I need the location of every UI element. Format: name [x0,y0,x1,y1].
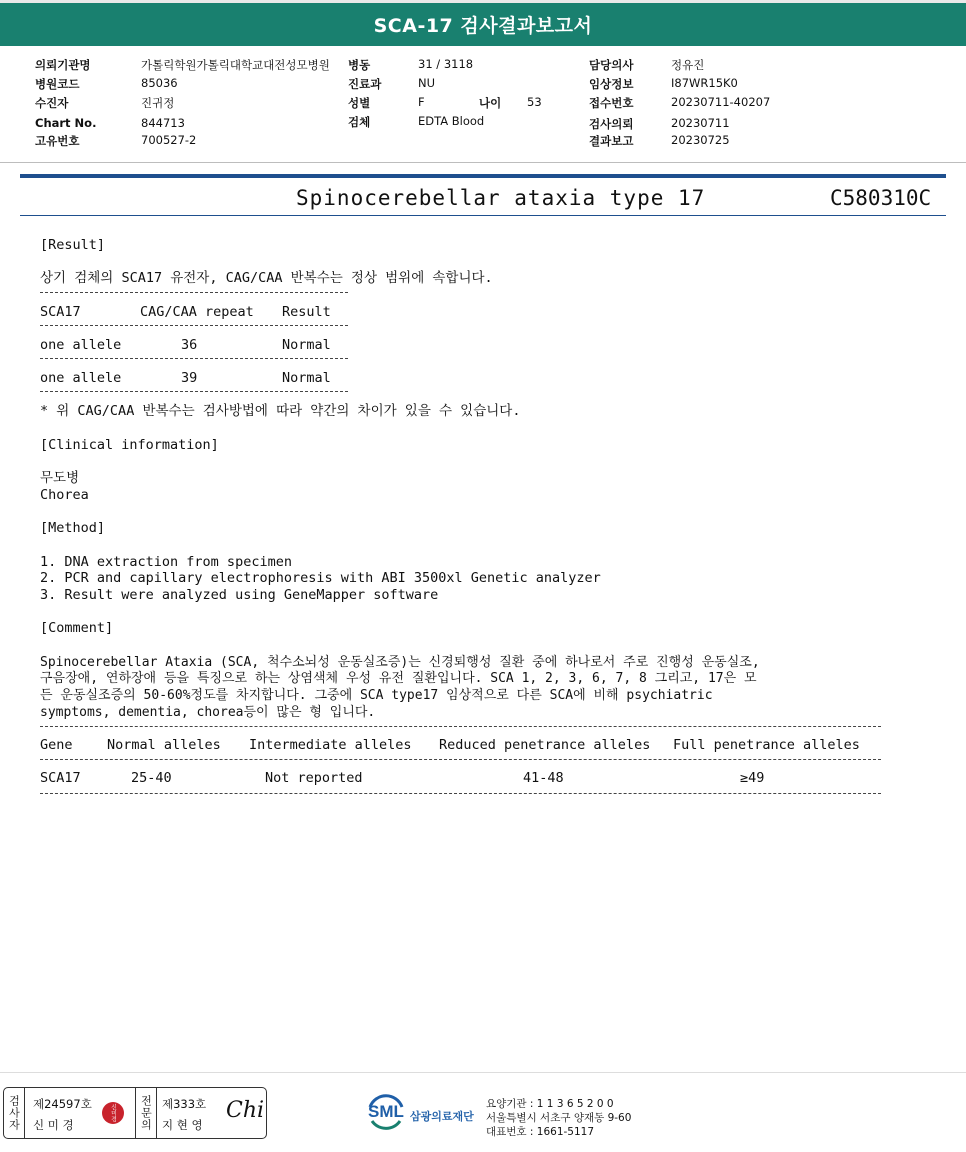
result-col-header: SCA17 [40,304,81,320]
hdr-label: 나이 [479,96,502,110]
gene-col-header: Normal alleles [107,737,221,753]
divider [40,391,348,392]
hdr-value: 20230711 [671,116,730,130]
result-summary: 상기 검체의 SCA17 유전자, CAG/CAA 반복수는 정상 범위에 속합니다. [40,270,493,286]
signature-box [3,1087,267,1139]
report-title: SCA-17 검사결과보고서 [373,15,593,37]
hdr-value: 20230725 [671,133,730,147]
hdr-value: 정유진 [671,58,705,72]
gene-cell: 25-40 [131,770,172,786]
comment-line: 든 운동실조증의 50-60%정도를 차지합니다. 그중에 SCA type17 임상적으로 다른 SCA에 비해 psychiatric [40,688,713,703]
result-cell: one allele [40,370,122,386]
hdr-label: 검체 [348,115,371,129]
clinical-line: Chorea [40,487,89,503]
tester-seal [102,1102,124,1124]
hdr-label: 진료과 [348,77,382,91]
divider [40,726,881,727]
hdr-label: 접수번호 [589,96,634,110]
hdr-label: 결과보고 [589,134,634,148]
report-title-bar [0,0,966,46]
hdr-value: EDTA Blood [418,114,485,128]
hdr-label: 임상정보 [589,77,634,91]
doctor-role [135,1088,157,1138]
comment-heading: [Comment] [40,620,114,636]
clinical-line: 무도병 [40,470,80,486]
divider [20,215,946,216]
org-name: 삼광의료재단 [410,1110,474,1123]
hdr-value: 53 [527,95,542,109]
result-cell: 36 [181,337,198,353]
doctor-role-text: 전문의 [139,1095,153,1131]
tester-license: 제24597호 [33,1097,92,1111]
tester-role-text: 검사자 [7,1095,21,1131]
gene-cell: ≥49 [740,770,765,786]
gene-col-header: Intermediate alleles [249,737,412,753]
divider [40,358,348,359]
gene-col-header: Gene [40,737,73,753]
hdr-value: 31 / 3118 [418,57,474,71]
hdr-label: 담당의사 [589,58,634,72]
method-line: 1. DNA extraction from specimen [40,554,292,570]
divider [0,162,966,163]
tester-role [4,1088,25,1138]
hdr-value: 20230711-40207 [671,95,771,109]
hdr-value: 진귀정 [141,96,175,110]
clinical-heading: [Clinical information] [40,437,219,453]
tester-name: 신 미 경 [33,1118,74,1132]
result-cell: Normal [282,337,331,353]
hdr-value: F [418,95,425,109]
hdr-value: NU [418,76,436,90]
result-cell: Normal [282,370,331,386]
result-col-header: Result [282,304,331,320]
comment-line: 구음장애, 연하장애 등을 특징으로 하는 상염색체 우성 유전 질환입니다. SCA 1, 2, 3, 6, 7, 8 그리고, 17은 모 [40,671,757,686]
hdr-label: 수진자 [35,96,69,110]
test-code: C580310C [830,186,932,210]
gene-col-header: Reduced penetrance alleles [439,737,651,753]
gene-cell: Not reported [265,770,363,786]
divider [40,325,348,326]
hdr-value: 85036 [141,76,178,90]
method-line: 3. Result were analyzed using GeneMapper software [40,587,439,603]
hdr-value: 700527-2 [141,133,197,147]
result-heading: [Result] [40,237,106,253]
org-line: 요양기관 : 1 1 3 6 5 2 0 0 [486,1098,614,1110]
hdr-label: 의뢰기관명 [35,58,91,72]
divider [40,759,881,760]
hdr-label: 고유번호 [35,134,80,148]
gene-cell: 41-48 [523,770,564,786]
result-cell: one allele [40,337,122,353]
seal-text: 신미경 [109,1104,117,1122]
method-heading: [Method] [40,520,106,536]
gene-col-header: Full penetrance alleles [673,737,860,753]
divider [20,174,946,178]
hdr-label: 병원코드 [35,77,80,91]
divider [40,292,348,293]
hdr-label: 검사의뢰 [589,117,634,131]
hdr-label: Chart No. [35,116,97,130]
hdr-label: 성별 [348,96,371,110]
comment-line: Spinocerebellar Ataxia (SCA, 척수소뇌성 운동실조증)는 신경퇴행성 질환 중에 하나로서 주로 진행성 운동실조, [40,655,760,670]
result-col-header: CAG/CAA repeat [140,304,254,320]
sml-logo [366,1093,474,1137]
hdr-value: I87WR15K0 [671,76,738,90]
hdr-label: 병동 [348,58,371,72]
hdr-value: 844713 [141,116,185,130]
comment-line: symptoms, dementia, chorea등이 많은 형 입니다. [40,705,376,720]
org-line: 대표번호 : 1661-5117 [486,1126,595,1138]
org-line: 서울특별시 서초구 양재동 9-60 [486,1112,632,1124]
divider [40,793,881,794]
result-cell: 39 [181,370,198,386]
doctor-signature: Chi [226,1098,265,1123]
result-note: * 위 CAG/CAA 반복수는 검사방법에 따라 약간의 차이가 있을 수 있습니다. [40,403,521,419]
logo-text: SML [368,1102,404,1121]
doctor-name: 지 현 영 [162,1118,203,1132]
gene-cell: SCA17 [40,770,81,786]
test-name: Spinocerebellar ataxia type 17 [296,186,706,210]
doctor-license: 제333호 [162,1097,207,1111]
method-line: 2. PCR and capillary electrophoresis with ABI 3500xl Genetic analyzer [40,570,601,586]
hdr-value: 가톨릭학원가톨릭대학교대전성모병원 [141,58,330,72]
